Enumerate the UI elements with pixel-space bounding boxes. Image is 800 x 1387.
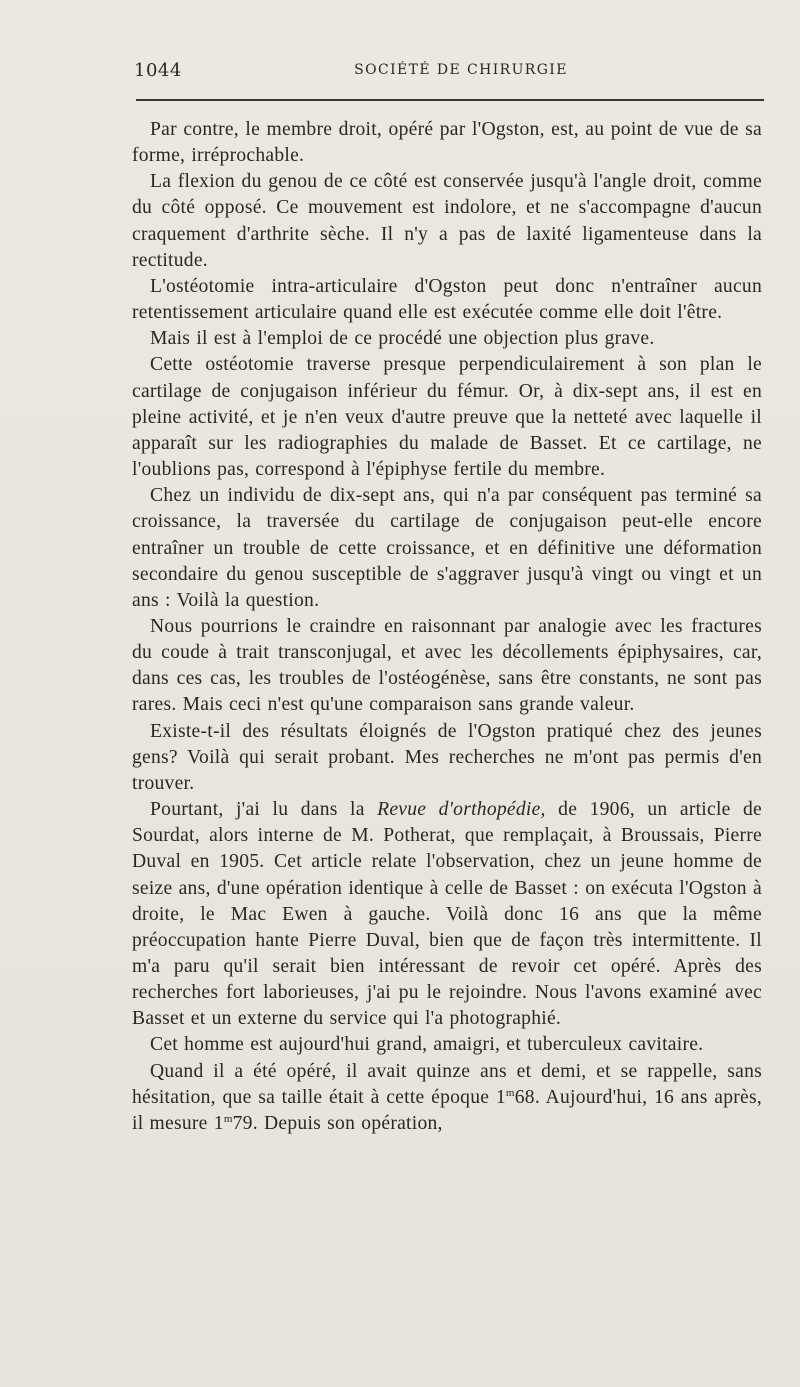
paragraph: Cet homme est aujourd'hui grand, amaigri, et tuberculeux cavitaire.: [150, 1034, 704, 1056]
unit-superscript: m: [223, 1112, 233, 1125]
paragraph: [132, 797, 762, 1032]
page-number: 1044: [134, 60, 182, 81]
paragraph: Mais il est à l'emploi de ce procédé une objection plus grave.: [150, 328, 655, 350]
running-head: [134, 60, 764, 88]
unit-superscript: m: [505, 1086, 515, 1099]
paragraph: Cette ostéotomie traverse presque perpendiculairement à son plan le cartilage de conjugaison inférieur du fémur. Or, à dix-sept ans, il est en pleine activité, et je n'en veux d'autre preuve que la netteté avec laquelle il apparaît sur les radiographies du malade de Basset. Et ce cartilage, ne l'oublions pas, correspond à l'épiphyse fertile du membre.: [132, 354, 762, 481]
paragraph: Existe-t-il des résultats éloignés de l'Ogston pratiqué chez des jeunes gens? Voilà qui serait probant. Mes recherches ne m'ont pas permis d'en trouver.: [132, 720, 762, 794]
paragraph: Chez un individu de dix-sept ans, qui n'a par conséquent pas terminé sa croissance, la traversée du cartilage de conjugaison peut-elle encore entraîner un trouble de cette croissance, et en définitive une déformation secondaire du genou susceptible de s'aggraver jusqu'à vingt ou vingt et un ans : Voilà la question.: [132, 485, 762, 611]
journal-title: SOCIÉTÉ DE CHIRURGIE: [354, 62, 568, 78]
paragraph: [132, 1059, 762, 1137]
paragraph-text: 68. Aujourd'hui, 16 ans après, il mesure 1: [132, 1086, 763, 1134]
paragraph-text: de 1906, un article de Sourdat, alors interne de M. Potherat, que remplaçait, à Broussais, Pierre Duval en 1905. Cet article relate l'observation, chez un jeune homme de seize ans, d'une opération identique à celle de Basset : on exécuta l'Ogston à droite, le Mac Ewen à gauche. Voilà donc 16 ans que la même préoccupation hante Pierre Duval, bien que de façon très intermittente. Il m'a paru qu'il serait bien intéressant de revoir cet opéré. Après des recherches fort laborieuses, j'ai pu le rejoindre. Nous l'avons examiné avec Basset et un externe du service qui l'a photographié.: [132, 799, 763, 1030]
paragraph: La flexion du genou de ce côté est conservée jusqu'à l'angle droit, comme du côté opposé. Ce mouvement est indolore, et ne s'accompagne d'aucun craquement d'arthrite sèche. Il n'y a pas de laxité ligamenteuse dans la rectitude.: [132, 171, 762, 271]
paragraph-text: Pourtant, j'ai lu dans la: [150, 799, 378, 821]
paragraph: Nous pourrions le craindre en raisonnant par analogie avec les fractures du coude à trait transconjugal, et avec les décollements épiphysaires, car, dans ces cas, les troubles de l'ostéogénèse, sans être constants, ne sont pas rares. Mais ceci n'est qu'une comparaison sans grande valeur.: [132, 615, 762, 716]
body-text: [132, 117, 762, 1137]
journal-citation: Revue d'orthopédie,: [377, 799, 546, 821]
header-rule: [136, 99, 764, 101]
paragraph: L'ostéotomie intra-articulaire d'Ogston peut donc n'entraîner aucun retentissement articulaire quand elle est exécutée comme elle doit l'être.: [132, 275, 762, 324]
paragraph-text: 79. Depuis son opération,: [232, 1112, 443, 1134]
paragraph: Par contre, le membre droit, opéré par l'Ogston, est, au point de vue de sa forme, irréprochable.: [132, 119, 762, 167]
paragraph-text: Quand il a été opéré, il avait quinze ans et demi, et se rappelle, sans hésitation, que sa taille était à cette époque 1: [132, 1060, 762, 1108]
